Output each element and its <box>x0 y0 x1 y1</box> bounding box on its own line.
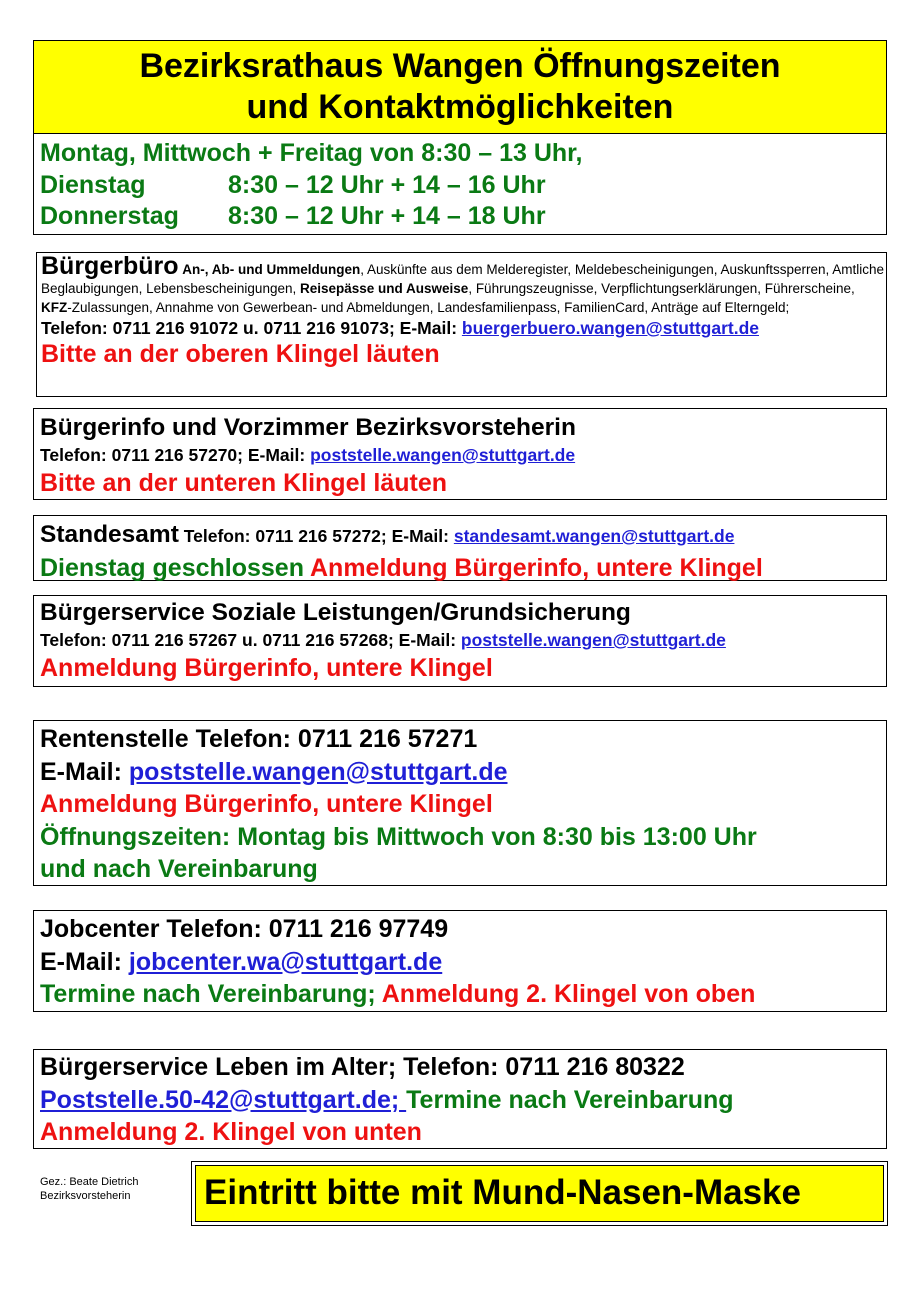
rente-email-label: E-Mail: <box>40 757 129 786</box>
hours-line-2 <box>40 170 886 202</box>
opening-hours <box>33 133 887 235</box>
soziale-email-link[interactable]: poststelle.wangen@stuttgart.de <box>460 630 726 650</box>
rente-hours-2: und nach Vereinbarung <box>40 855 318 883</box>
hours-line-1: Montag, Mittwoch + Freitag von 8:30 – 13 Uhr, <box>40 139 583 167</box>
rente-note: Anmeldung Bürgerinfo, untere Klingel <box>40 790 493 818</box>
section-buergerinfo <box>33 408 887 500</box>
title-line-1: Bezirksrathaus Wangen Öffnungszeiten <box>139 47 781 85</box>
buergerbuero-desc-bold-2: Reisepässe und Ausweise <box>299 281 469 296</box>
jobcenter-note: Anmeldung 2. Klingel von oben <box>375 980 756 1008</box>
section-buergerbuero <box>36 252 887 397</box>
standesamt-header <box>40 519 886 553</box>
soziale-note: Anmeldung Bürgerinfo, untere Klingel <box>40 654 493 682</box>
title-line-2: und Kontaktmöglichkeiten <box>246 88 674 126</box>
standesamt-status <box>40 553 886 584</box>
jobcenter-email-label: E-Mail: <box>40 947 129 976</box>
buergerbuero-desc-bold-3: KFZ <box>41 300 68 315</box>
buergerbuero-title: Bürgerbüro <box>41 252 179 280</box>
soziale-phone: Telefon: 0711 216 57267 u. 0711 216 57268; E-Mail: <box>40 630 461 650</box>
rente-hours-1: Öffnungszeiten: Montag bis Mittwoch von 8:30 bis 13:00 Uhr <box>40 822 757 851</box>
alter-title: Bürgerservice Leben im Alter; Telefon: 0711 216 80322 <box>40 1053 685 1081</box>
mask-notice-text: Eintritt bitte mit Mund-Nasen-Maske <box>195 1165 884 1222</box>
buergerbuero-phone: Telefon: 0711 216 91072 u. 0711 216 91073; E-Mail: <box>41 318 462 338</box>
standesamt-closed: Dienstag geschlossen <box>40 554 304 582</box>
hours-time-tuesday: 8:30 – 12 Uhr + 14 – 16 Uhr <box>228 170 546 199</box>
alter-email-row <box>40 1084 886 1117</box>
buergerbuero-desc-bold-1: An-, Ab- und Ummeldungen <box>182 262 361 277</box>
section-jobcenter <box>33 910 887 1012</box>
signature-name: Gez.: Beate Dietrich <box>40 1176 139 1188</box>
jobcenter-title: Jobcenter Telefon: 0711 216 97749 <box>40 915 449 943</box>
standesamt-email-link[interactable]: standesamt.wangen@stuttgart.de <box>453 526 735 546</box>
buergerbuero-desc-2: , Führungszeugnisse, Verpflichtungserklärungen, Führerscheine, <box>468 281 855 296</box>
section-standesamt <box>33 515 887 581</box>
buergerbuero-email-link[interactable]: buergerbuero.wangen@stuttgart.de <box>461 318 759 338</box>
buergerinfo-note: Bitte an der unteren Klingel läuten <box>40 469 447 497</box>
alter-email-link[interactable]: Poststelle.50-42@stuttgart.de; <box>40 1085 407 1114</box>
signature <box>40 1175 138 1203</box>
standesamt-phone: Telefon: 0711 216 57272; E-Mail: <box>178 526 454 546</box>
jobcenter-terms-row <box>40 978 886 1011</box>
jobcenter-email-row <box>40 946 886 979</box>
soziale-contact <box>40 628 886 653</box>
buergerinfo-phone: Telefon: 0711 216 57270; E-Mail: <box>40 445 311 465</box>
standesamt-title: Standesamt <box>40 521 179 548</box>
page-title <box>33 40 887 134</box>
alter-note: Anmeldung 2. Klingel von unten <box>40 1118 422 1146</box>
buergerbuero-desc-3: -Zulassungen, Annahme von Gewerbean- und Abmeldungen, Landesfamilienpass, FamilienCard, Anträge auf Elterngeld; <box>67 300 790 315</box>
buergerinfo-title: Bürgerinfo und Vorzimmer Bezirksvorsteherin <box>40 414 576 441</box>
signature-role: Bezirksvorsteherin <box>40 1190 131 1202</box>
hours-line-3 <box>40 201 886 233</box>
rente-email-link[interactable]: poststelle.wangen@stuttgart.de <box>128 757 508 786</box>
rente-title: Rentenstelle Telefon: 0711 216 57271 <box>40 725 478 753</box>
hours-day-tuesday: Dienstag <box>40 170 146 199</box>
alter-terms: Termine nach Vereinbarung <box>406 1085 734 1114</box>
buergerbuero-description <box>41 252 886 317</box>
soziale-title: Bürgerservice Soziale Leistungen/Grundsicherung <box>40 599 631 626</box>
section-rentenstelle <box>33 720 887 886</box>
rente-email-row <box>40 756 886 789</box>
section-leben-im-alter <box>33 1049 887 1149</box>
buergerbuero-contact <box>41 317 886 339</box>
jobcenter-email-link[interactable]: jobcenter.wa@stuttgart.de <box>128 947 443 976</box>
mask-notice <box>191 1161 888 1226</box>
section-soziale-leistungen <box>33 595 887 687</box>
hours-time-thursday: 8:30 – 12 Uhr + 14 – 18 Uhr <box>228 202 546 230</box>
buergerbuero-note: Bitte an der oberen Klingel läuten <box>41 340 440 368</box>
buergerinfo-contact <box>40 443 886 468</box>
standesamt-note: Anmeldung Bürgerinfo, untere Klingel <box>303 554 763 582</box>
buergerbuero-desc-1: , Auskünfte aus dem Melderegister, Meldebescheinigungen, Auskunftssperren, Amtliche Beglaubigungen, Lebensbescheinigungen, <box>41 262 885 296</box>
hours-day-thursday: Donnerstag <box>40 202 179 230</box>
jobcenter-terms: Termine nach Vereinbarung; <box>40 980 376 1008</box>
buergerinfo-email-link[interactable]: poststelle.wangen@stuttgart.de <box>310 445 576 465</box>
